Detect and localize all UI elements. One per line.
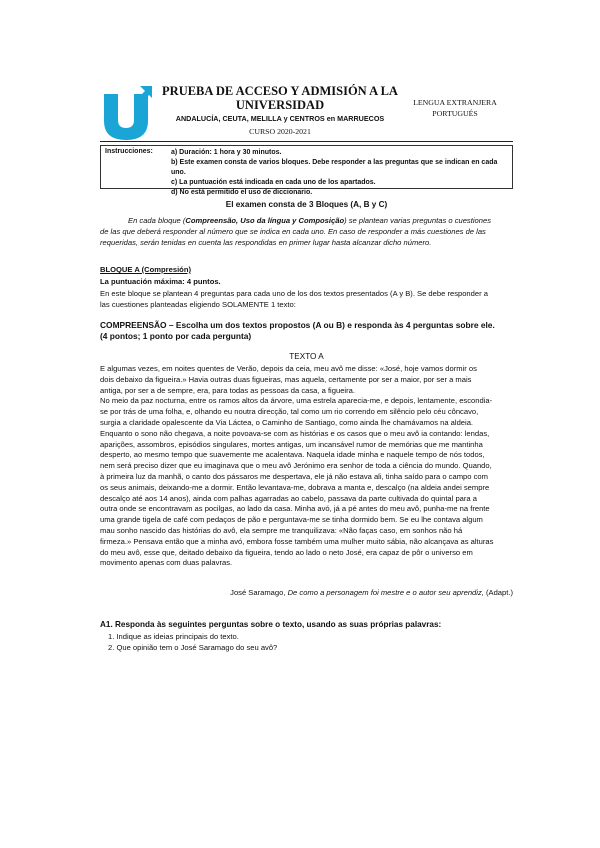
exam-course: CURSO 2020-2021 <box>249 127 311 136</box>
bloque-a-score: La puntuación máxima: 4 puntos. <box>100 277 221 286</box>
text-line: se por trás de uma folha, e, olhando eu noutra direcção, tal como um rio correndo em silêncio pelo céu côncavo, <box>100 407 479 417</box>
intro-paragraph: En cada bloque (Compreensão, Uso da língua y Composição) se plantean varias preguntas o cuestiones de las que deberá responder al número que se indica en cada uno. En caso de responder a más cuestiones de las requeridas, serán tenidas en cuenta las respondidas en primer lugar hasta alcanzar dicho número. <box>100 216 491 247</box>
text-line: outra onde se encontravam as pocilgas, ao lado da casa. Minha avó, já a pé antes do meu avô, punha-me na frente <box>100 504 490 514</box>
bloque-a-description: En este bloque se plantean 4 preguntas para cada uno de los dos textos presentados (A y B). Se debe responder a las cuestiones planteadas eligiendo SOLAMENTE 1 texto: <box>100 289 488 309</box>
text-line: E algumas vezes, em noites quentes de Verão, depois da ceia, meu avô me disse: «José, hoje vamos dormir os <box>100 364 477 373</box>
instruction-item: c) La puntuación está indicada en cada uno de los apartados. <box>171 179 376 186</box>
instructions-box <box>100 145 513 196</box>
text-line: desperto, ao mesmo tempo que suavemente me acalentava. Naquela idade minha e naquele tempo de nós todos, <box>100 450 485 460</box>
instruction-item: a) Duración: 1 hora y 30 minutos. <box>171 149 282 156</box>
text-line: uma grande tigela de café com pedaços de pão e perguntava-me se tinha dormido bem. Se eu lhe contava algum <box>100 515 483 525</box>
text-line: Enquanto o sono não chegava, a noite povoava-se com as histórias e os casos que o meu avô ia contando: lendas, <box>100 428 490 438</box>
university-u-logo-icon <box>100 84 156 140</box>
instructions-label: Instrucciones: <box>105 148 153 155</box>
text-line: movimento apenas com duas palavras. <box>100 558 233 568</box>
instruction-item: b) Este examen consta de varios bloques. Debe responder a las preguntas que se indican en cada uno. <box>171 159 498 176</box>
text-line: do meu avô, esse que, deitado debaixo da figueira, tendo ao lado o neto José, era capaz de pôr o universo em <box>100 547 473 557</box>
text-line: antiga, por ser a de sempre, era, para todas as pessoas da casa, a figueira. <box>100 385 355 395</box>
texto-a-source: José Saramago, De como a personagem foi mestre e o autor seu aprendiz, (Adapt.) <box>230 588 513 597</box>
texto-a-body <box>100 364 513 569</box>
texto-a-title: TEXTO A <box>289 352 324 361</box>
header-divider <box>100 141 513 142</box>
text-line: firmeza.» Pensava então que a minha avó, embora fosse também uma mulher muito sábia, não alcançava as alturas <box>100 536 494 546</box>
instruction-item: d) No está permitido el uso de diccionario. <box>171 189 313 196</box>
compreensao-heading: COMPREENSÃO – Escolha um dos textos propostos (A ou B) e responda às 4 perguntas sobre ele. (4 pontos; 1 ponto por cada pergunta) <box>100 320 495 341</box>
text-line: surgia a claridade opalescente da Via Láctea, o Caminho de Santiago, como ainda lhe chamávamos na aldeia. <box>100 417 474 427</box>
exam-heading: El examen consta de 3 Bloques (A, B y C) <box>225 200 388 209</box>
text-line: dois debaixo da figueira.» Havia outras duas figueiras, mas aquela, certamente por ser a maior, por ser a mais <box>100 374 472 384</box>
text-line: aparições, assombros, episódios singulares, mortes antigas, um incansável rumor de memórias que me mantinha <box>100 439 483 449</box>
exam-title: PRUEBA DE ACCESO Y ADMISIÓN A LA UNIVERSIDAD <box>162 84 398 112</box>
instructions-list <box>171 148 512 198</box>
exam-subject: LENGUA EXTRANJERA PORTUGUÉS <box>413 98 497 118</box>
text-line: No meio da paz nocturna, entre os ramos altos da árvore, uma estrela aparecia-me, e depois, lentamente, escondia- <box>100 396 493 406</box>
a1-heading: A1. Responda às seguintes perguntas sobre o texto, usando as suas próprias palavras: <box>100 620 442 629</box>
text-line: descalço até aos 14 anos), ainda com palhas agarradas ao cabelo, passava da parte cultivada do quintal para a <box>100 493 477 503</box>
text-line: à primeira luz da manhã, o canto dos pássaros me despertava, ele já não estava ali, tinha saído para o campo com <box>100 471 488 481</box>
question-item: 1. Indique as ideias principais do texto. <box>108 632 239 641</box>
bloque-a-title: BLOQUE A (Compresión) <box>100 265 191 274</box>
exam-region: ANDALUCÍA, CEUTA, MELILLA y CENTROS en MARRUECOS <box>175 114 385 123</box>
a1-questions <box>100 632 513 654</box>
question-item: 2. Que opinião tem o José Saramago do seu avô? <box>108 642 278 652</box>
text-line: os seus animais, deixando-me a dormir. Então levantava-me, dobrava a manta e, descalço (na aldeia andei sempre <box>100 482 490 492</box>
text-line: nem será preciso dizer que eu imaginava que o meu avô Jerónimo era senhor de toda a ciência do mundo. Quando, <box>100 461 492 471</box>
text-line: mau sonho nascido das histórias do avô, ela sempre me tranquilizava: «Não faças caso, em sonhos não há <box>100 525 463 535</box>
